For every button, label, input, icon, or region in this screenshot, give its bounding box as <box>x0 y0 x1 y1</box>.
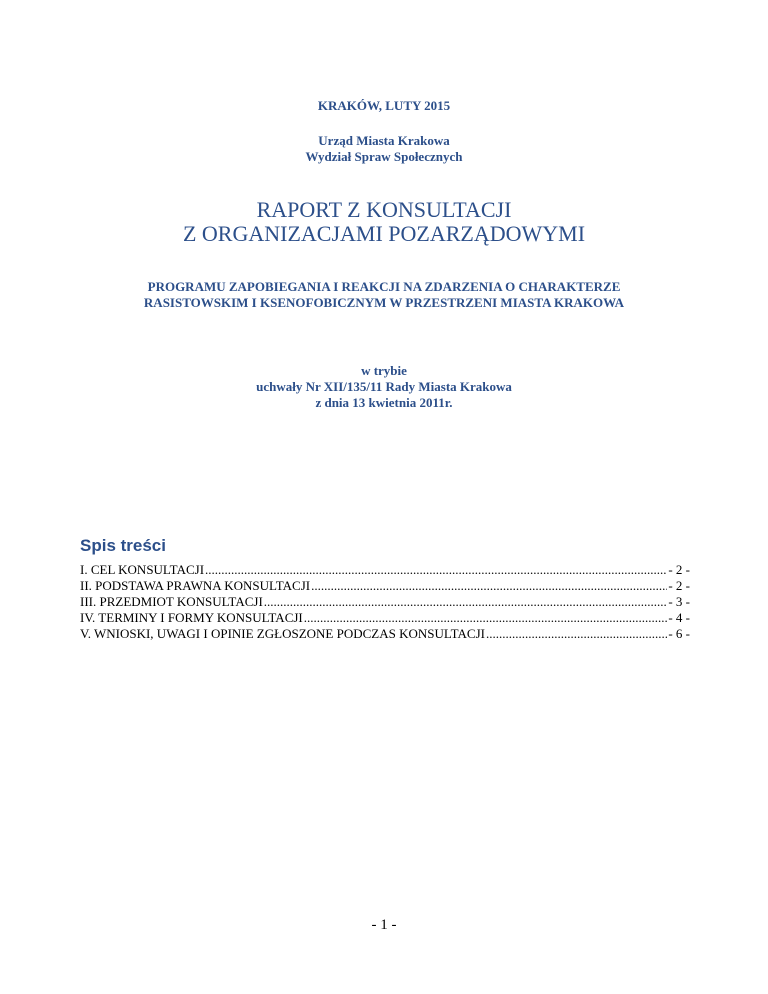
toc-item-title: IV. TERMINY I FORMY KONSULTACJI <box>80 610 303 625</box>
program-subtitle <box>0 279 768 311</box>
toc-leader-dots <box>486 626 667 642</box>
toc-item-cel-konsultacji[interactable] <box>80 562 690 578</box>
program-subtitle-line-2: RASISTOWSKIM I KSENOFOBICZNYM W PRZESTRZENI MIASTA KRAKOWA <box>143 295 625 310</box>
toc-item-page: - 3 - <box>668 594 690 609</box>
legal-basis-line-1: w trybie <box>361 363 407 378</box>
date-text: KRAKÓW, LUTY 2015 <box>317 98 451 113</box>
toc-item-page: - 4 - <box>668 610 690 625</box>
page-number: - 1 - <box>371 917 397 933</box>
department-name: Wydział Spraw Społecznych <box>305 149 463 164</box>
report-title-line-1: RAPORT Z KONSULTACJI <box>256 197 512 222</box>
toc-item-wnioski-uwagi-opinie[interactable] <box>80 626 690 642</box>
toc-leader-dots <box>304 610 668 626</box>
toc-item-page: - 2 - <box>668 562 690 577</box>
table-of-contents <box>80 536 690 642</box>
toc-item-podstawa-prawna[interactable] <box>80 578 690 594</box>
date-line <box>0 98 768 114</box>
toc-item-przedmiot-konsultacji[interactable] <box>80 594 690 610</box>
toc-leader-dots <box>311 578 667 594</box>
toc-list <box>80 562 690 642</box>
toc-item-title: II. PODSTAWA PRAWNA KONSULTACJI <box>80 578 311 593</box>
toc-item-title: V. WNIOSKI, UWAGI I OPINIE ZGŁOSZONE PODCZAS KONSULTACJI <box>80 626 485 641</box>
toc-heading: Spis treści <box>80 536 166 555</box>
toc-leader-dots <box>205 562 667 578</box>
legal-basis-line-2: uchwały Nr XII/135/11 Rady Miasta Krakowa <box>256 379 512 394</box>
report-title-line-2: Z ORGANIZACJAMI POZARZĄDOWYMI <box>182 221 586 246</box>
toc-item-page: - 2 - <box>668 578 690 593</box>
report-title <box>0 198 768 246</box>
program-subtitle-line-1: PROGRAMU ZAPOBIEGANIA I REAKCJI NA ZDARZENIA O CHARAKTERZE <box>147 279 621 294</box>
toc-item-page: - 6 - <box>668 626 690 641</box>
toc-item-title: III. PRZEDMIOT KONSULTACJI <box>80 594 263 609</box>
office-name: Urząd Miasta Krakowa <box>318 133 450 148</box>
legal-basis-block <box>0 363 768 411</box>
legal-basis-line-3: z dnia 13 kwietnia 2011r. <box>315 395 453 410</box>
toc-item-terminy-i-formy[interactable] <box>80 610 690 626</box>
toc-leader-dots <box>264 594 668 610</box>
toc-item-title: I. CEL KONSULTACJI <box>80 562 205 577</box>
office-block <box>0 133 768 165</box>
